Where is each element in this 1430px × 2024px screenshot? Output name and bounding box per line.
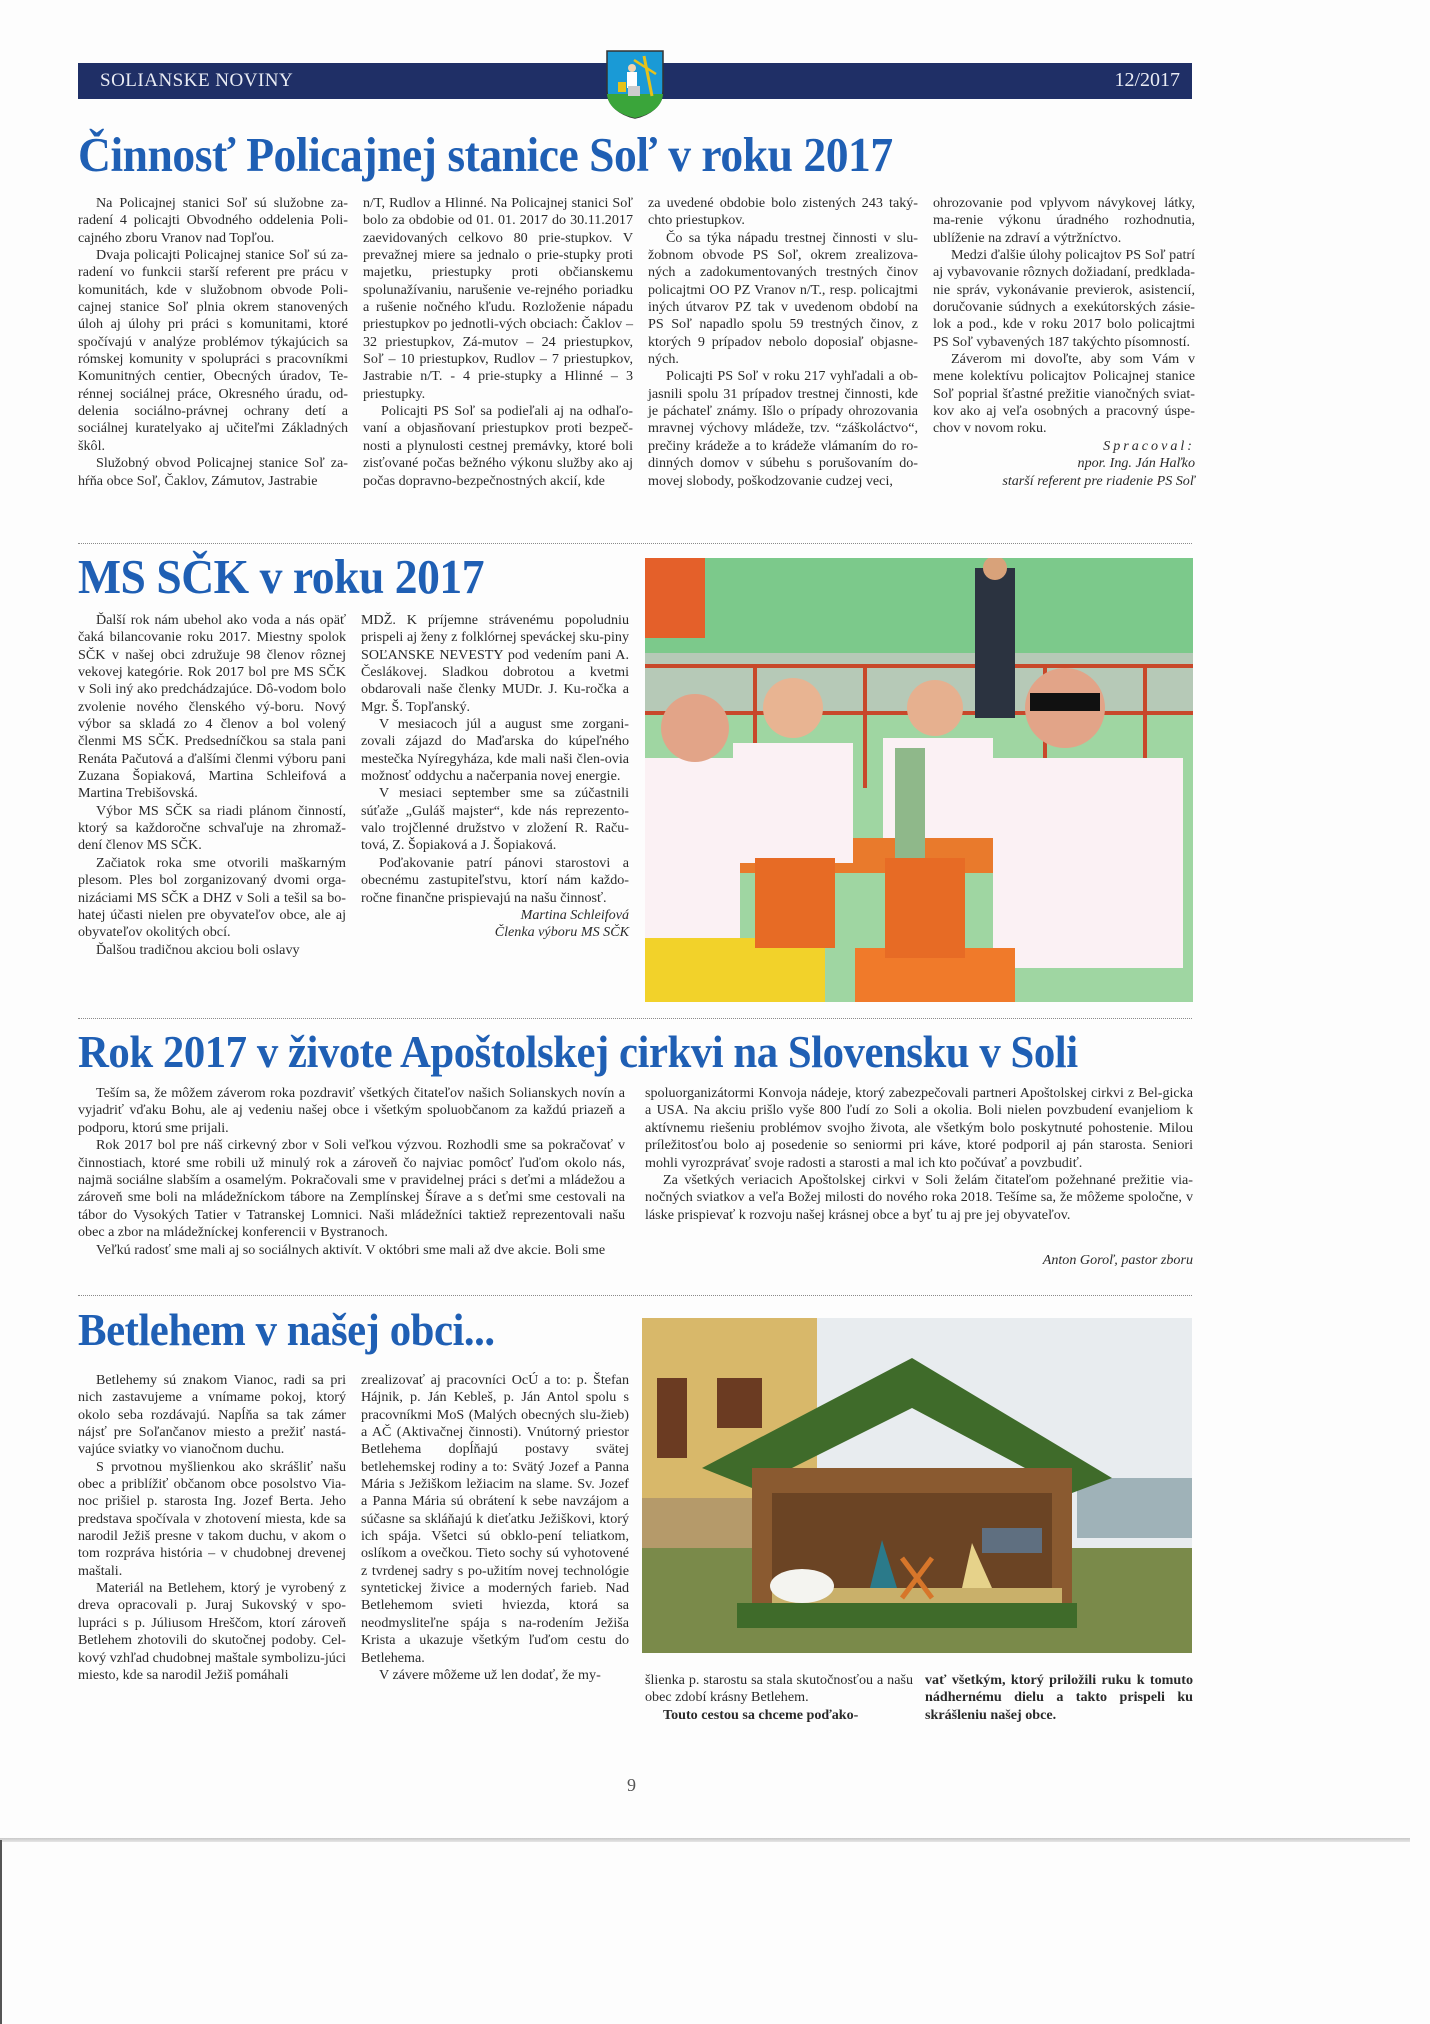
- msck-column-2: [361, 612, 629, 942]
- paragraph: ohrozovanie pod vplyvom návykovej látky, ma-renie výkonu úradného rozhodnutia, ublíženie na zdraví a výtržníctvo.: [933, 195, 1195, 246]
- police-article-title: Činnosť Policajnej stanice Soľ v roku 2017: [78, 127, 893, 182]
- paragraph: šlienka p. starostu sa stala skutočnosťou a našu obec zdobí krásny Betlehem.: [645, 1672, 913, 1706]
- signature: Anton Goroľ, pastor zboru: [1042, 1252, 1193, 1269]
- paragraph: Služobný obvod Policajnej stanice Soľ za-hŕňa obce Soľ, Čaklov, Zámutov, Jastrabie: [78, 455, 348, 489]
- page-number: 9: [627, 1775, 636, 1795]
- signature-label: Spracoval:: [1103, 437, 1195, 454]
- betlehem-column-2: [361, 1372, 629, 1684]
- police-column-3: [648, 195, 918, 490]
- thanks-note: Touto cestou sa chceme poďako-: [663, 1706, 859, 1723]
- signature-name: npor. Ing. Ján Haľko: [1077, 455, 1195, 472]
- thanks-note-continued: vať všetkým, ktorý priložili ruku k tomuto nádhernému dielu a takto prispeli ku skrášleniu našej obce.: [925, 1672, 1193, 1723]
- section-divider: [78, 543, 1192, 544]
- section-divider: [78, 1018, 1192, 1019]
- church-column-2: [645, 1085, 1193, 1270]
- police-column-1: [78, 195, 348, 490]
- signature-role: Členka výboru MS SČK: [494, 924, 629, 941]
- paragraph: V mesiaci september sme sa zúčastnili súťaže „Guláš majster“, kde nás reprezento-valo trojčlenné družstvo v zložení R. Raču-tová, Z. Šopiaková a J. Šopiaková.: [361, 785, 629, 854]
- msck-column-1: [78, 612, 346, 959]
- paragraph: Teším sa, že môžem záverom roka pozdraviť všetkých čitateľov našich Solianskych novín a vyjadriť vďaku Bohu, ale aj vedeniu našej obce i všetkým spoluobčanom za každú priazeň a podporu, ktorú sme prijali.: [78, 1085, 625, 1136]
- betlehem-column-3: [645, 1672, 913, 1724]
- paragraph: Poďakovanie patrí pánovi starostovi a obecnému zastupiteľstvu, ktorí nám každo-ročne finančne prispievajú na našu činnosť.: [361, 854, 629, 906]
- paragraph: Rok 2017 bol pre náš cirkevný zbor v Soli veľkou výzvou. Rozhodli sme sa pokračovať v činnostiach, ktoré sme robili už minulý rok a zároveň čo najviac pomôcť ľuďom okolo nás, najmä sociálne slabším a osamelým. Pokračovali sme v pravidelnej práci s deťmi a mládežou a zároveň sme boli na mládežníckom tábore na Zemplínskej Šírave a s deťmi sme cestovali na tábor do Vysokých Tatier v Tatranskej Lomnici. Naši mládežníci taktiež reprezentovali našu obec a zbor na mládežníckej konferencii v Bystranoch.: [78, 1137, 625, 1241]
- paragraph: S prvotnou myšlienkou ako skrášliť našu obec a priblížiť občanom obce posolstvo Via-noc prišiel p. starosta Ing. Jozef Berta. Jeho predstava spočívala v zhotovení miesta, kde sa narodil Ježiš presne v takom duchu, v akom o tom rozpráva história – v chudobnej drevenej maštali.: [78, 1458, 346, 1579]
- paragraph: Materiál na Betlehem, ktorý je vyrobený z dreva opracovali p. Juraj Sukovský v spo-lupráci s p. Júliusom Hreščom, ktorí zároveň Betlehem zhotovili do skutočnej podoby. Cel-kový vzhľad chudobnej maštale symbolizu-júci miesto, kde sa narodil Ježiš pomáhali: [78, 1580, 346, 1683]
- betlehem-article-title: Betlehem v našej obci...: [78, 1304, 495, 1355]
- church-column-1: [78, 1085, 625, 1259]
- paragraph: spoluorganizátormi Konvoja nádeje, ktorý zabezpečovali partneri Apoštolskej cirkvi z Bel-gicka a USA. Na akciu prišlo vyše 800 ľudí zo Soli a okolia. Boli nielen povzbudení evanjeliom k aktívnemu riešeniu problémov svojho života, ale všetkým bolo poskytnuté pohostenie. Milou príležitosťou bolo aj posedenie so seniormi pri káve, ktoré podporil aj pán starosta. Seniori mohli vyrozprávať svoje radosti a starosti a mal ich kto počúvať a povzbudiť.: [645, 1085, 1193, 1171]
- issue-number: 12/2017: [1114, 69, 1180, 91]
- paragraph: Ďalší rok nám ubehol ako voda a nás opäť čaká bilancovanie roku 2017. Miestny spolok SČK v našej obci združuje 98 členov rôznej vekovej kategórie. Rok 2017 bol pre MS SČK v Soli iný ako predchádzajúce. Dô-vodom bolo zvolenie nového členského vý-boru. Nový výbor sa skladá zo 4 členov a bol volený členmi MS SČK. Predsedníčkou sa stala pani Renáta Pačutová a ďalšími členmi výboru pani Zuzana Šopiaková, Martina Schleifová a Martina Trebišovská.: [78, 612, 346, 802]
- photo-nativity-scene-icon: [642, 1318, 1192, 1653]
- paragraph: zrealizovať aj pracovníci OcÚ a to: p. Štefan Hájnik, p. Ján Kebleš, p. Ján Antol spolu s pracovníkmi MoS (Malých obecných slu-žieb) a AČ (Aktivačnej činnosti). Vnútorný priestor Betlehema dopĺňajú postavy svätej betlehemskej rodiny a to: Svätý Jozef a Panna Mária s Ježiškom ležiacim na slame. Sv. Jozef a Panna Mária sú obrátení k sebe navzájom a súčasne sa skláňajú k dieťatku Ježiškovi, ktorý ich spája. Všetci sú obklo-pení teliatkom, oslíkom a ovečkou. Tieto sochy sú vyhotovené z tvrdenej sadry s po-užitím novej technológie syntetickej živice a moderných farieb. Nad Betlehemom svieti hviezda, ktorá sa neodmysliteľne spája s na-rodením Ježiša Krista a ukazuje všetkým ľuďom cestu do Betlehema.: [361, 1372, 629, 1666]
- msck-article-title: MS SČK v roku 2017: [78, 549, 485, 604]
- betlehem-column-1: [78, 1372, 346, 1684]
- paragraph: Za všetkých veriacich Apoštolskej cirkvi v Soli želám čitateľom požehnané prežitie via-nočných sviatkov a veľa Božej milosti do nového roka 2018. Tešíme sa, že môžeme spoločne, v láske prispievať k rozvoju našej krásnej obce a byť tu aj pre jej obyvateľov.: [645, 1172, 1193, 1223]
- paragraph: Policajti PS Soľ v roku 217 vyhľadali a ob-jasnili spolu 31 prípadov trestnej činnosti, kde je páchateľ známy. Išlo o prípady ohrozovania mravnej výchovy mládeže, tzv. “záškoláctvo“, prečiny krádeže a to krádeže vlámaním do ro-dinných domov v súbehu s porušovaním do-movej slobody, poškodzovanie cudzej veci,: [648, 368, 918, 489]
- paragraph: Začiatok roka sme otvorili maškarným plesom. Ples bol zorganizovaný dvomi orga-nizáciami MS SČK a DHZ v Soli a tešil sa bo-hatej účasti nielen pre obyvateľov obce, ale aj obyvateľov okolitých obcí.: [78, 854, 346, 941]
- signature-role: starší referent pre riadenie PS Soľ: [1002, 472, 1195, 489]
- church-article-title: Rok 2017 v živote Apoštolskej cirkvi na Slovensku v Soli: [78, 1026, 1078, 1077]
- scan-edge: [0, 1840, 2, 2024]
- paragraph: Betlehemy sú znakom Vianoc, radi sa pri nich zastavujeme a vnímame pokoj, ktorý okolo seba rozdávajú. Napĺňa sa tak zámer nájsť pre Soľančanov miesto a prežiť nastá-vajúce sviatky vo vianočnom duchu.: [78, 1372, 346, 1458]
- paragraph: V závere môžeme už len dodať, že my-: [379, 1666, 601, 1683]
- paragraph: Medzi ďalšie úlohy policajtov PS Soľ patrí aj vybavovanie rôznych dožiadaní, predklada-nie správ, vykonávanie previerok, asistencií, doručovanie súdnych a exekútorských zásie-lok a pod., kde v roku 2017 bolo policajtmi PS Soľ vybavených 187 takýchto písomností.: [933, 247, 1195, 350]
- signature-name: Martina Schleifová: [520, 906, 629, 923]
- paragraph: n/T, Rudlov a Hlinné. Na Policajnej stanici Soľ bolo za obdobie od 01. 01. 2017 do 30.11.2017 zaevidovaných celkovo 80 prie-stupkov. V prevažnej miere sa jednalo o prie-stupky proti majetku, priestupky proti občianskemu spolunažívaniu, narušenie ve-rejného poriadku a rušenie nočného kľudu. Rozloženie nápadu priestupkov po jednotli-vých obciach: Čaklov – 32 priestupkov, Zá-mutov – 24 priestupkov, Soľ – 10 priestupkov, Rudlov – 7 priestupkov, Jastrabie n/T. - 4 prie-stupky a Hlinné – 3 priestupky.: [363, 195, 633, 402]
- paragraph: Dvaja policajti Policajnej stanice Soľ sú za-radení vo funkcii starší referent pre prácu v komunitách, kde v služobnom obvode Poli-cajnej stanice Soľ plnia okrem stanovených úloh aj úlohy pri práci s komunitami, ktoré spočívajú v analýze problémov týkajúcich sa rómskej komunity v spolupráci s pracovníkmi Komunitných centier, Obecných úradov, Te-rénnej sociálnej práce, Okresného úradu, od-delenia sociálno-právnej ochrany detí a sociálnej kuratelyako aj učiteľmi Základných škôl.: [78, 247, 348, 454]
- police-column-2: [363, 195, 633, 490]
- paragraph: Ďalšou tradičnou akciou boli oslavy: [96, 941, 300, 958]
- coat-of-arms-icon: [604, 48, 666, 120]
- paragraph: Záverom mi dovoľte, aby som Vám v mene kolektívu policajtov Policajnej stanice Soľ poprial šťastné prežitie vianočných sviat-kov ako aj veľa osobných a pracovný úspe-chov v novom roku.: [933, 351, 1195, 437]
- paragraph: Veľkú radosť sme mali aj so sociálnych aktivít. V októbri sme mali až dve akcie. Boli sme: [96, 1241, 606, 1258]
- paragraph: za uvedené obdobie bolo zistených 243 taký-chto priestupkov.: [648, 195, 918, 229]
- betlehem-column-4: [925, 1672, 1193, 1724]
- scan-edge: [0, 1838, 1410, 1842]
- police-column-4: [933, 195, 1195, 490]
- paragraph: Výbor MS SČK sa riadi plánom činností, ktorý sa každoročne schvaľuje na zhromaž-dení členov MS SČK.: [78, 802, 346, 854]
- section-divider: [78, 1295, 1192, 1296]
- paragraph: Policajti PS Soľ sa podieľali aj na odhaľo-vaní a objasňovaní priestupkov proti bezpeč-nosti a plynulosti cestnej premávky, ktoré boli zisťované počas bežného výkonu služby ako aj počas dopravno-bezpečnostných akcií, kde: [363, 403, 633, 489]
- paragraph: Na Policajnej stanici Soľ sú služobne za-radení 4 policajti Obvodného oddelenia Poli-cajného zboru Vranov nad Topľou.: [78, 195, 348, 246]
- paragraph: Čo sa týka nápadu trestnej činnosti v slu-žobnom obvode PS Soľ, okrem zrealizova-ných a zadokumentovaných trestných činov policajtmi OO PZ Vranov n/T., resp. policajtmi iných útvarov PZ tak v uvedenom období na PS Soľ napadlo spolu 59 trestných činov, z ktorých 9 prípadov nebolo doposiaľ objasne-ných.: [648, 229, 918, 368]
- paper-name: SOLIANSKE NOVINY: [100, 70, 294, 91]
- paragraph: MDŽ. K príjemne strávenému popoludniu prispeli aj ženy z folklórnej speváckej sku-piny SOĽANSKE NEVESTY pod vedením pani A. Česlákovej. Sladkou dobrotou a kvetmi obdarovali naše členky MUDr. J. Ku-ročka a Mgr. Š. Topľanský.: [361, 612, 629, 715]
- paragraph: V mesiacoch júl a august sme zorgani-zovali zájazd do Maďarska do kúpeľného mestečka Nyíregyháza, kde mali naši člen-ovia možnosť oddychu a načerpania novej energie.: [361, 716, 629, 785]
- photo-red-cross-members-icon: [645, 558, 1193, 1002]
